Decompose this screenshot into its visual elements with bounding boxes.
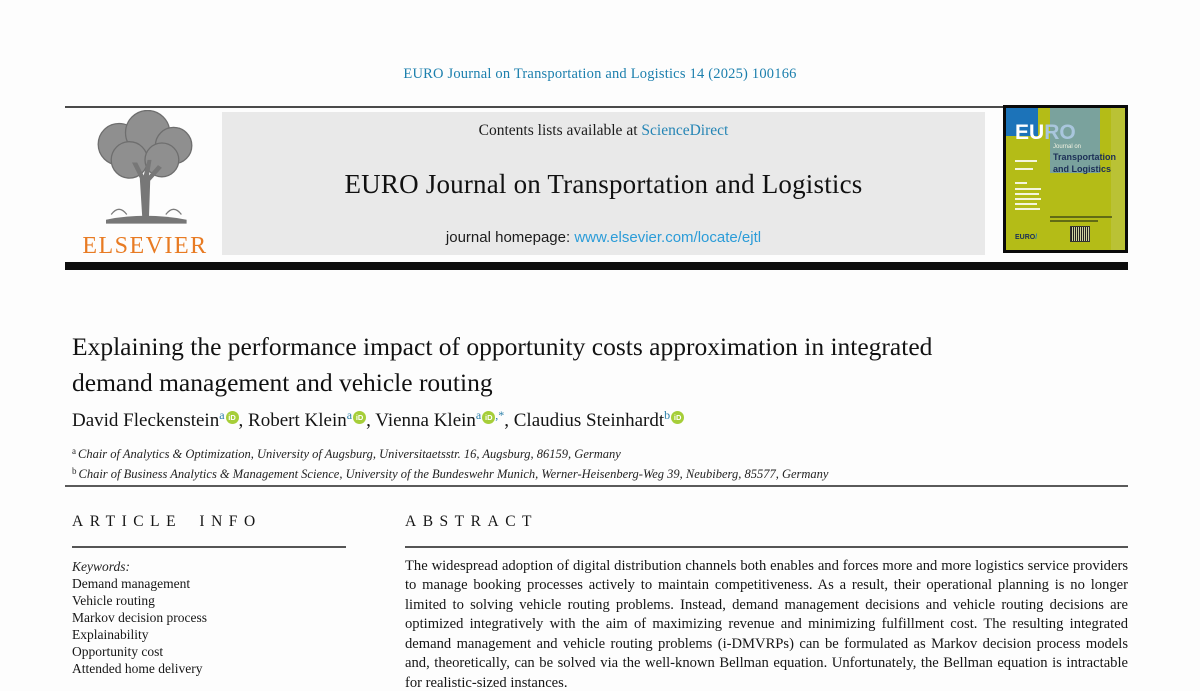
cover-journal-on: Journal on — [1053, 144, 1082, 150]
affiliation-text: Chair of Business Analytics & Management Science, University of the Bundeswehr Munich, Werner-Heisenberg-Weg 39, Neubiberg, 85577, Germany — [78, 467, 829, 481]
affiliation-sup: a — [72, 446, 76, 456]
author-affil-sup: a — [346, 408, 353, 422]
abstract-text: The widespread adoption of digital distribution channels both enables and forces more and more logistics service providers to manage booking processes actively to maintain competitiveness. As a result, their operational planning is no longer limited to solving vehicle routing problems. Instead, demand management decisions and vehicle routing decisions are optimized integratively with the aim of maximizing revenue and minimizing fulfillment cost. The resulting integrated demand management and vehicle routing problems (i-DMVRPs) can be formulated as Markov decision process models and, theoretically, can be solved via the well-known Bellman equation. Unfortunately, the Bellman equation is intractable for realistic-sized instances. — [405, 557, 1128, 691]
elsevier-tree-icon — [80, 110, 210, 228]
author-name: Claudius Steinhardt — [513, 410, 665, 431]
author-separator: , — [238, 410, 249, 431]
section-divider — [65, 485, 1128, 487]
journal-banner — [222, 112, 985, 255]
keyword-item: Opportunity cost — [72, 643, 164, 659]
homepage-line — [446, 229, 761, 246]
journal-homepage-link[interactable]: www.elsevier.com/locate/ejtl — [574, 229, 762, 246]
keyword-item: Attended home delivery — [72, 660, 203, 676]
cover-euro-ro: RO — [1044, 121, 1076, 144]
cover-text-bar — [1015, 168, 1033, 170]
journal-cover-thumbnail[interactable] — [1003, 105, 1128, 253]
banner-journal-title: EURO Journal on Transportation and Logistics — [344, 169, 863, 199]
cover-text-bar — [1015, 193, 1039, 195]
article-info-rule — [72, 546, 346, 548]
sciencedirect-link[interactable]: ScienceDirect — [641, 122, 729, 139]
author-affil-sup: a — [475, 408, 482, 422]
top-divider — [65, 106, 1128, 108]
cover-subtitle-line1: Transportation — [1053, 152, 1117, 162]
orcid-icon[interactable]: iD — [353, 411, 366, 424]
keyword-item: Demand management — [72, 575, 191, 591]
affiliations — [72, 443, 1052, 483]
cover-abstract-bar — [1050, 216, 1112, 218]
author-affil-sup: b — [664, 408, 671, 422]
cover-text-bar — [1015, 203, 1037, 205]
article-title: Explaining the performance impact of opportunity costs approximation in integrated demand management and vehicle routing — [72, 332, 933, 397]
article-info-heading: ARTICLE INFO — [72, 513, 262, 530]
keywords-label: Keywords: — [72, 558, 130, 574]
cover-subtitle-line2: and Logistics — [1053, 163, 1112, 174]
cover-abstract-bar — [1050, 220, 1098, 222]
cover-subtitle — [1053, 152, 1116, 175]
homepage-prefix: journal homepage: — [445, 229, 575, 246]
contents-prefix: Contents lists available at — [478, 122, 642, 139]
contents-line — [479, 122, 729, 140]
author-list — [72, 408, 1052, 432]
affiliation-sup: b — [72, 466, 77, 476]
affiliation-a — [72, 443, 1052, 463]
banner-bottom-bar — [65, 262, 1128, 270]
author-affil-sup: a — [219, 408, 225, 422]
cover-barcode — [1070, 226, 1090, 242]
elsevier-wordmark: ELSEVIER — [82, 233, 208, 259]
author-mark-sup: ,* — [495, 408, 505, 422]
abstract-column — [405, 513, 1128, 691]
cover-euro-title — [1015, 122, 1076, 143]
author-name: David Fleckenstein — [72, 410, 220, 431]
elsevier-logo — [70, 110, 220, 258]
cover-euro-logo: EURO/ — [1015, 234, 1038, 241]
abstract-heading: ABSTRACT — [405, 513, 539, 530]
abstract-rule — [405, 546, 1128, 548]
author-name: Robert Klein — [248, 410, 347, 431]
author-separator: , — [366, 410, 376, 431]
author-separator: , — [504, 410, 514, 431]
affiliation-b — [72, 463, 1052, 483]
orcid-icon[interactable]: iD — [671, 411, 684, 424]
cover-text-bar — [1015, 182, 1027, 184]
cover-right-strip — [1111, 108, 1125, 250]
orcid-icon[interactable]: iD — [482, 411, 495, 424]
article-info-column — [72, 513, 346, 677]
author-name: Vienna Klein — [375, 410, 476, 431]
keyword-item: Markov decision process — [72, 609, 207, 625]
cover-euro-eu: EU — [1015, 121, 1045, 144]
keyword-item: Vehicle routing — [72, 592, 155, 608]
orcid-icon[interactable]: iD — [226, 411, 239, 424]
cover-text-bar — [1015, 198, 1041, 200]
cover-text-bar — [1015, 208, 1040, 210]
cover-text-bar — [1015, 188, 1041, 190]
journal-citation-header: EURO Journal on Transportation and Logistics 14 (2025) 100166 — [403, 66, 797, 82]
affiliation-text: Chair of Analytics & Optimization, University of Augsburg, Universitaetsstr. 16, Augsburg, 86159, Germany — [78, 447, 621, 461]
keyword-item: Explainability — [72, 626, 149, 642]
cover-text-bar — [1015, 160, 1037, 162]
